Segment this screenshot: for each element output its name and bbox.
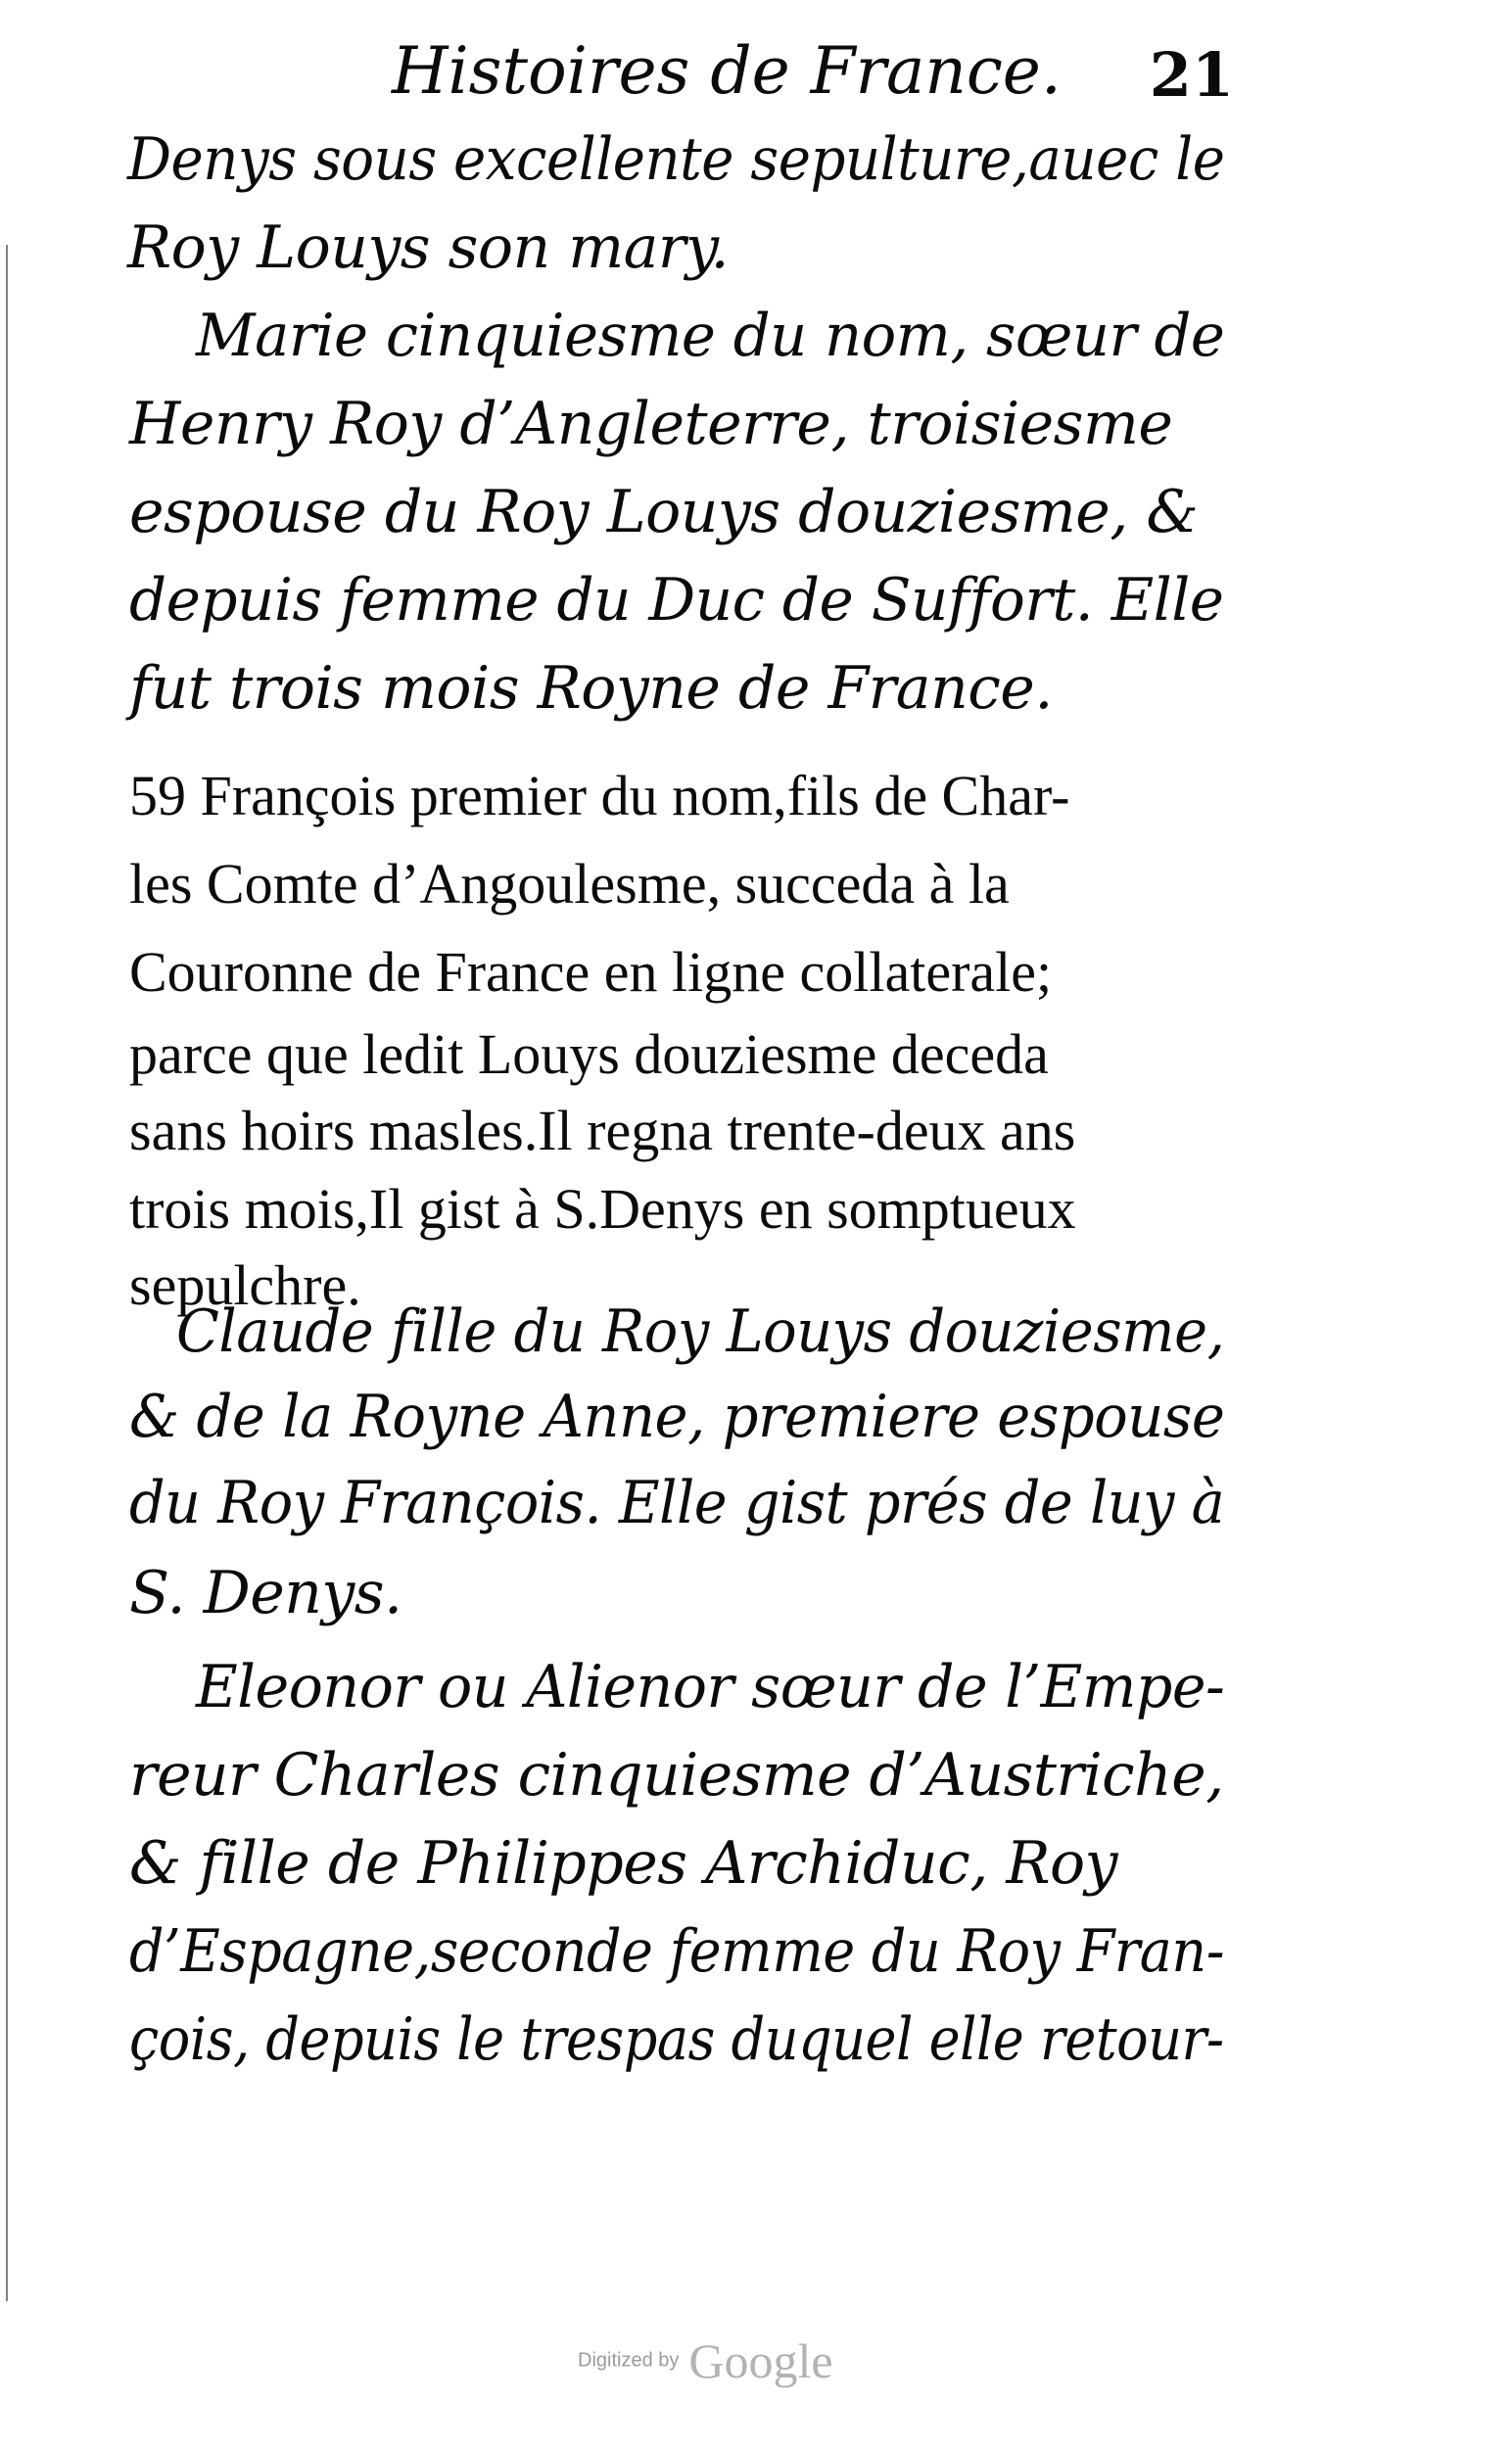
text-line: Couronne de France en ligne collaterale;: [129, 940, 1053, 1004]
text-line: sepulchre.: [129, 1253, 361, 1317]
google-logo: Google: [688, 2333, 833, 2388]
text-line: d’Espagne,seconde femme du Roy Fran-: [129, 1917, 1224, 1986]
text-line: S. Denys.: [129, 1559, 402, 1627]
text-line: 59 François premier du nom,fils de Char-: [129, 764, 1070, 827]
text-line: Marie cinquiesme du nom, sœur de: [196, 302, 1225, 370]
text-line: fut trois mois Royne de France.: [129, 654, 1053, 723]
digitization-watermark: [578, 2332, 930, 2391]
text-line: espouse du Roy Louys douziesme, &: [129, 478, 1199, 546]
text-line: Eleonor ou Alienor sœur de l’Empe-: [196, 1653, 1225, 1721]
text-line: trois mois,Il gist à S.Denys en somptueux: [129, 1177, 1076, 1241]
digitized-by-label: Digitized by: [578, 2349, 680, 2372]
page-header: [392, 27, 1234, 116]
running-head: Histoires de France.: [392, 33, 1062, 109]
text-line: çois, depuis le trespas duquel elle retour-: [129, 2005, 1224, 2074]
text-line: Claude fille du Roy Louys douziesme,: [176, 1297, 1225, 1366]
text-line: parce que ledit Louys douziesme deceda: [129, 1022, 1049, 1086]
text-line: sans hoirs masles.Il regna trente-deux ans: [129, 1099, 1076, 1162]
text-line: reur Charles cinquiesme d’Austriche,: [129, 1741, 1224, 1810]
text-line: & de la Royne Anne, premiere espouse: [129, 1383, 1225, 1451]
page-number: 21: [1149, 39, 1234, 111]
text-line: les Comte d’Angoulesme, succeda à la: [129, 852, 1010, 916]
text-line: Roy Louys son mary.: [127, 213, 730, 282]
text-line: Henry Roy d’Angleterre, troisiesme: [129, 390, 1173, 458]
text-line: & fille de Philippes Archiduc, Roy: [129, 1829, 1118, 1898]
text-line: Denys sous excellente sepulture,auec le: [127, 125, 1225, 194]
text-line: du Roy François. Elle gist prés de luy à: [129, 1469, 1225, 1537]
text-line: depuis femme du Duc de Suffort. Elle: [129, 566, 1224, 635]
page-edge-shadow: [6, 245, 8, 2301]
